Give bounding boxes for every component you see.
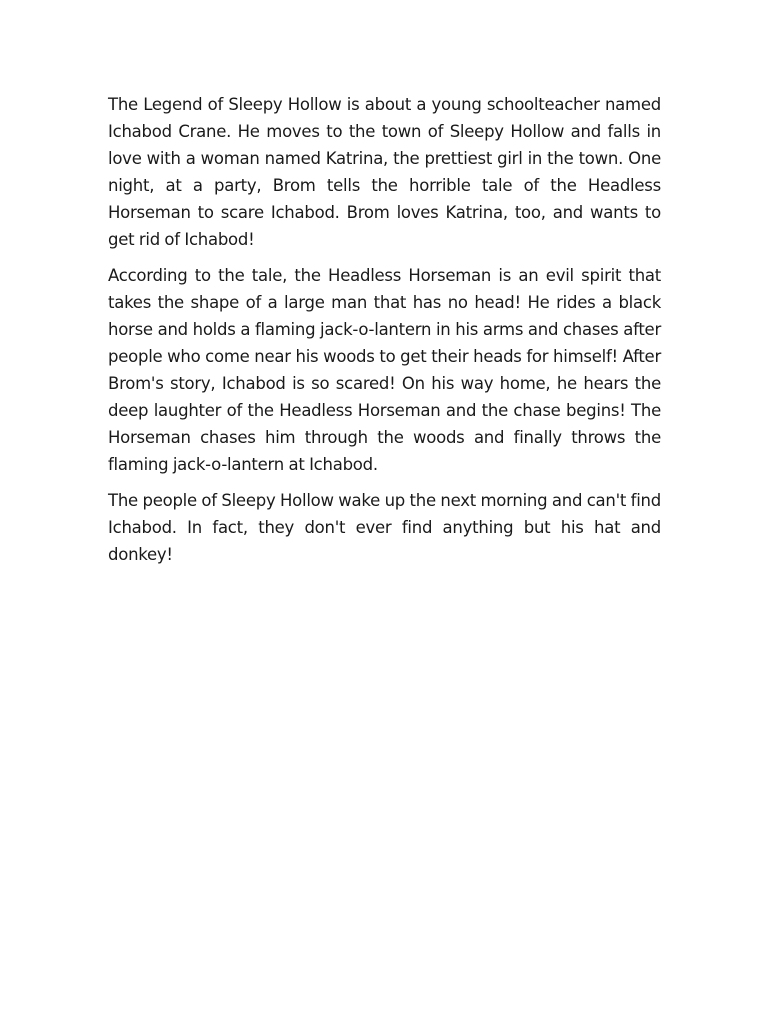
- document-page: [108, 91, 661, 577]
- paragraph-2: According to the tale, the Headless Horseman is an evil spirit that takes the shape of a large man that has no head! He rides a black horse and holds a flaming jack-o-lantern in his arms and chases after people who come near his woods to get their heads for himself! After Brom's story, Ichabod is so scared! On his way home, he hears the deep laughter of the Headless Horseman and the chase begins! The Horseman chases him through the woods and finally throws the flaming jack-o-lantern at Ichabod.: [108, 266, 661, 474]
- paragraph-3: The people of Sleepy Hollow wake up the next morning and can't find Ichabod. In fact, they don't ever find anything but his hat and donkey!: [108, 491, 661, 564]
- paragraph-1: The Legend of Sleepy Hollow is about a young schoolteacher named Ichabod Crane. He moves to the town of Sleepy Hollow and falls in love with a woman named Katrina, the prettiest girl in the town. One night, at a party, Brom tells the horrible tale of the Headless Horseman to scare Ichabod. Brom loves Katrina, too, and wants to get rid of Ichabod!: [108, 95, 661, 249]
